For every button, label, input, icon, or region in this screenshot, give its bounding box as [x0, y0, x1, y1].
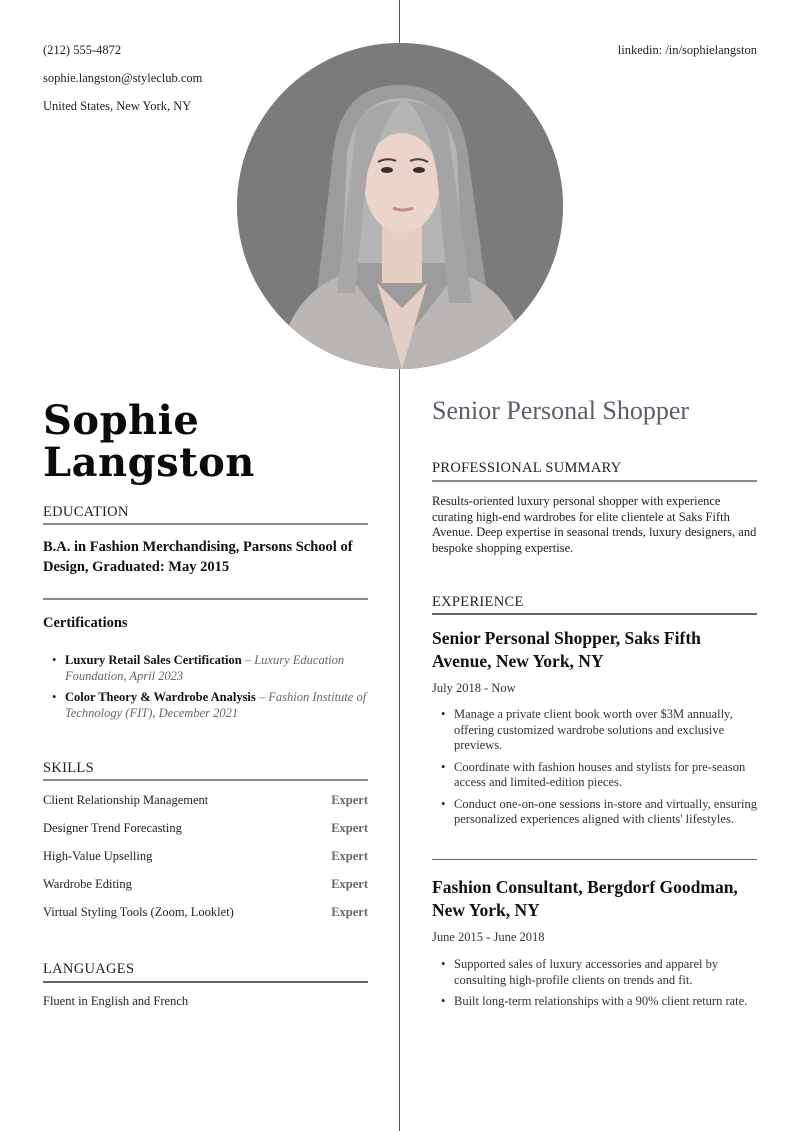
skill-name: Designer Trend Forecasting	[43, 821, 182, 835]
skill-name: Virtual Styling Tools (Zoom, Looklet)	[43, 905, 234, 919]
summary-rule	[432, 480, 757, 482]
languages-text: Fluent in English and French	[43, 994, 189, 1008]
experience-heading: EXPERIENCE	[432, 594, 524, 610]
certification-separator: –	[255, 690, 269, 704]
profile-photo	[237, 43, 563, 369]
job-bullet: • Built long-term relationships with a 90% client return rate.	[432, 994, 762, 1010]
job-bullets	[432, 957, 762, 1016]
job-bullet: • Supported sales of luxury accessories and apparel by consulting high-profile clients on trends and fit.	[432, 957, 762, 988]
certification-detail: Luxury Education Foundation, April 2023	[65, 653, 345, 683]
first-name: Sophie	[43, 397, 200, 444]
skill-name: Wardrobe Editing	[43, 877, 132, 891]
candidate-name	[43, 397, 255, 486]
certification-name: Luxury Retail Sales Certification	[65, 653, 242, 667]
last-name: Langston	[43, 439, 255, 486]
certification-separator: –	[241, 653, 255, 667]
languages-heading: LANGUAGES	[43, 961, 135, 977]
skill-level: Expert	[331, 793, 368, 807]
education-divider	[43, 598, 368, 600]
job-bullet: • Coordinate with fashion houses and stylists for pre-season access and limited-edition pieces.	[432, 760, 762, 791]
summary-text: Results-oriented luxury personal shopper with experience curating high-end wardrobes for elite clientele at Saks Fifth Avenue. Deep expertise in seasonal trends, luxury designers, and bespoke shopping expertise.	[432, 494, 757, 555]
skill-row	[43, 849, 368, 864]
job-dates: June 2015 - June 2018	[432, 930, 545, 944]
contact-location: United States, New York, NY	[43, 99, 192, 113]
job-bullet: • Conduct one-on-one sessions in-store and virtually, ensuring personalized experiences aligned with clients' lifestyles.	[432, 797, 762, 828]
portrait-illustration	[237, 43, 563, 369]
education-degree: B.A. in Fashion Merchandising, Parsons School of Design, Graduated: May 2015	[43, 539, 353, 575]
certification-item	[43, 653, 368, 684]
skill-row	[43, 877, 368, 892]
job-dates: July 2018 - Now	[432, 681, 516, 695]
job-heading: Fashion Consultant, Bergdorf Goodman, New York, NY	[432, 877, 738, 920]
skill-level: Expert	[331, 849, 368, 863]
certification-item	[43, 690, 368, 721]
education-rule	[43, 523, 368, 525]
skill-level: Expert	[331, 877, 368, 891]
skill-row	[43, 905, 368, 920]
summary-heading: PROFESSIONAL SUMMARY	[432, 460, 622, 476]
skill-row	[43, 793, 368, 808]
skill-name: Client Relationship Management	[43, 793, 209, 807]
certifications-heading: Certifications	[43, 615, 128, 631]
certification-detail: Fashion Institute of Technology (FIT), December 2021	[65, 690, 367, 720]
certification-name: Color Theory & Wardrobe Analysis	[65, 690, 256, 704]
experience-rule	[432, 613, 757, 615]
contact-linkedin: linkedin: /in/sophielangston	[617, 43, 757, 57]
contact-email: sophie.langston@styleclub.com	[43, 71, 203, 85]
job-divider	[432, 859, 757, 860]
skill-level: Expert	[331, 821, 368, 835]
certifications-list	[43, 653, 368, 727]
skill-row	[43, 821, 368, 836]
skills-rule	[43, 779, 368, 781]
languages-rule	[43, 981, 368, 983]
headline: Senior Personal Shopper	[432, 396, 690, 425]
contact-phone: (212) 555-4872	[43, 43, 122, 57]
skill-name: High-Value Upselling	[43, 849, 153, 863]
job-bullets	[432, 707, 762, 834]
skill-level: Expert	[331, 905, 368, 919]
job-heading: Senior Personal Shopper, Saks Fifth Avenue, New York, NY	[432, 628, 701, 671]
education-heading: EDUCATION	[43, 504, 129, 520]
job-bullet: • Manage a private client book worth over $3M annually, offering customized wardrobe solutions and exclusive previews.	[432, 707, 762, 754]
skills-heading: SKILLS	[43, 760, 94, 776]
